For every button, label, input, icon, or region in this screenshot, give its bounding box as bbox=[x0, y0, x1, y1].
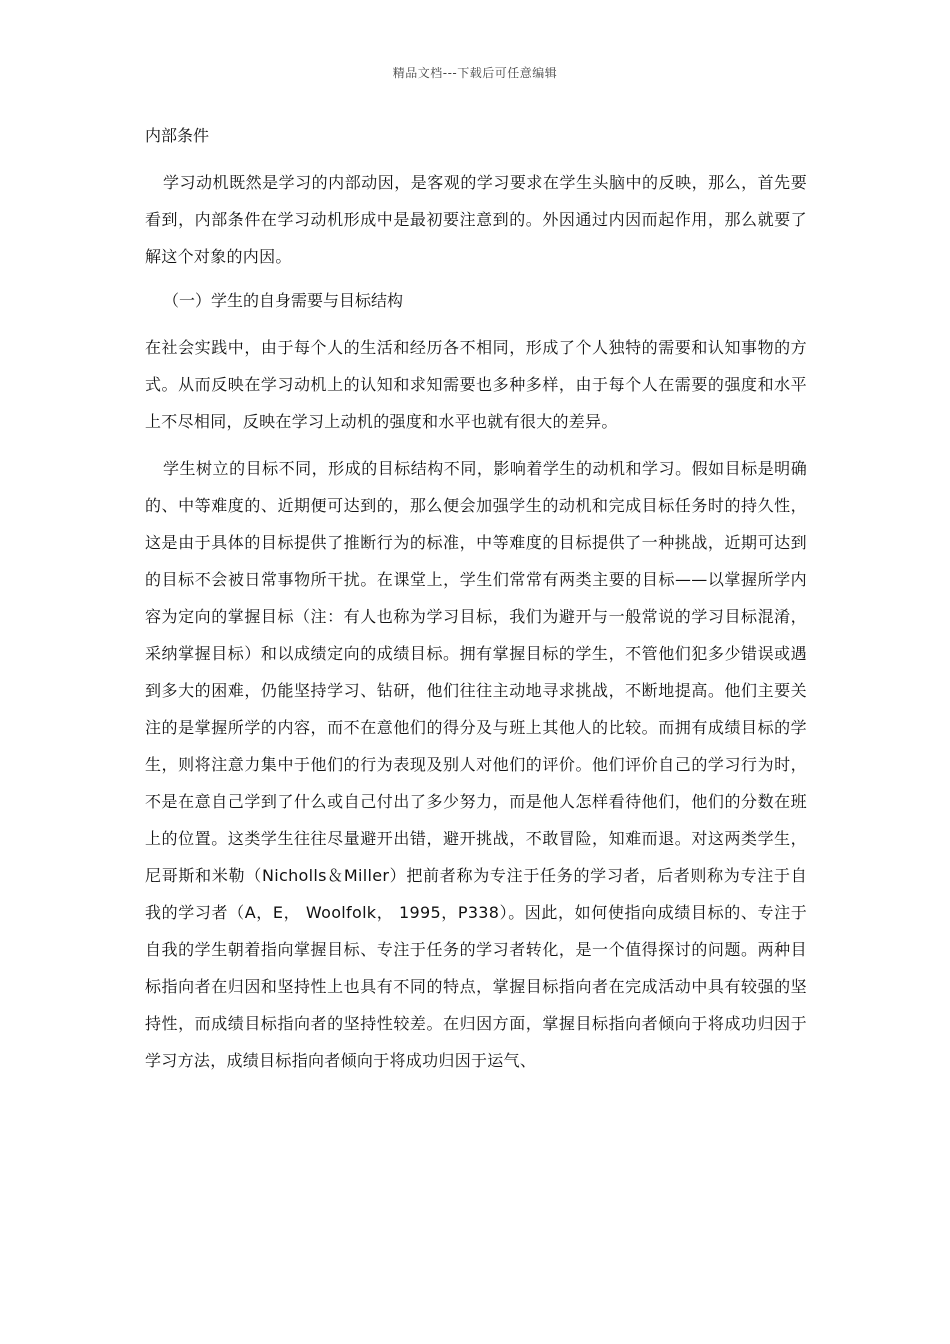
paragraph-goals: 学生树立的目标不同，形成的目标结构不同，影响着学生的动机和学习。假如目标是明确的、中等难度的、近期便可达到的，那么便会加强学生的动机和完成目标任务时的持久性，这是由于具体的目标提供了推断行为的标准，中等难度的目标提供了一种挑战，近期可达到的目标不会被日常事物所干扰。在课堂上，学生们常常有两类主要的目标——以掌握所学内容为定向的掌握目标（注：有人也称为学习目标，我们为避开与一般常说的学习目标混淆，采纳掌握目标）和以成绩定向的成绩目标。拥有掌握目标的学生，不管他们犯多少错误或遇到多大的困难，仍能坚持学习、钻研，他们往往主动地寻求挑战，不断地提高。他们主要关注的是掌握所学的内容，而不在意他们的得分及与班上其他人的比较。而拥有成绩目标的学生，则将注意力集中于他们的行为表现及别人对他们的评价。他们评价自己的学习行为时，不是在意自己学到了什么或自己付出了多少努力，而是他人怎样看待他们，他们的分数在班上的位置。这类学生往往尽量避开出错，避开挑战，不敢冒险，知难而退。对这两类学生，尼哥斯和米勒（Nicholls＆Miller）把前者称为专注于任务的学习者，后者则称为专注于自我的学习者（A，E， Woolfolk， 1995，P338）。因此，如何使指向成绩目标的、专注于自我的学生朝着指向掌握目标、专注于任务的学习者转化，是一个值得探讨的问题。两种目标指向者在归因和坚持性上也具有不同的特点，掌握目标指向者在完成活动中具有较强的坚持性，而成绩目标指向者的坚持性较差。在归因方面，掌握目标指向者倾向于将成功归因于学习方法，成绩目标指向者倾向于将成功归因于运气、 bbox=[145, 459, 807, 1070]
paragraph-needs: 在社会实践中，由于每个人的生活和经历各不相同，形成了个人独特的需要和认知事物的方式。从而反映在学习动机上的认知和求知需要也多种多样，由于每个人在需要的强度和水平上不尽相同，反映在学习上动机的强度和水平也就有很大的差异。 bbox=[145, 338, 807, 431]
page-header: 精品文档---下载后可任意编辑 bbox=[392, 66, 558, 80]
subheading-needs-goals: （一）学生的自身需要与目标结构 bbox=[163, 291, 404, 310]
document-body bbox=[145, 120, 807, 1089]
paragraph-intro: 学习动机既然是学习的内部动因，是客观的学习要求在学生头脑中的反映，那么，首先要看到，内部条件在学习动机形成中是最初要注意到的。外因通过内因而起作用，那么就要了解这个对象的内因。 bbox=[145, 173, 807, 266]
section-title: 内部条件 bbox=[145, 126, 210, 145]
